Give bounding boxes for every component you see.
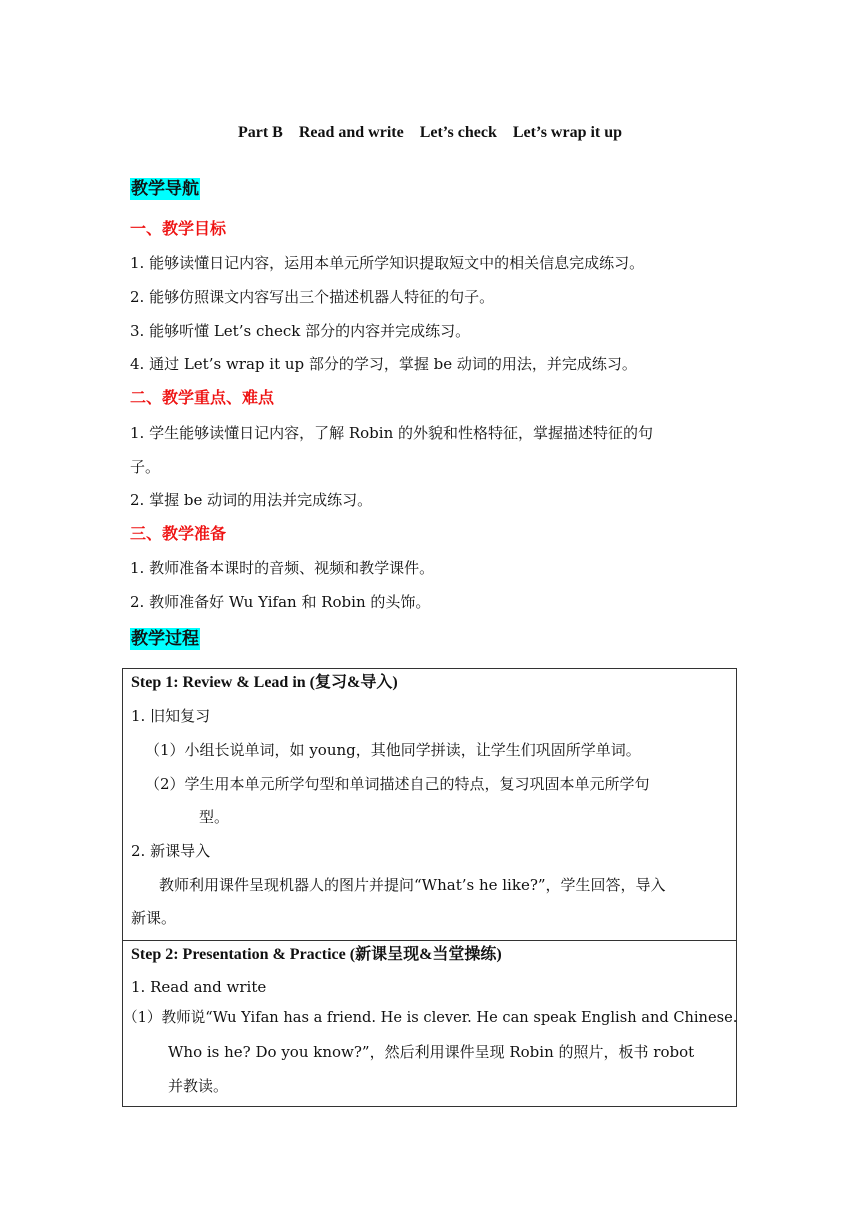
objective-item-2: 2. 能够仿照课文内容写出三个描述机器人特征的句子。	[130, 288, 495, 306]
step-2-sub-1-a-line-1: （1）教师说“Wu Yifan has a friend. He is clever. He can speak English and Chinese.	[123, 1009, 738, 1026]
step-2-sub-1-a-line-2: Who is he? Do you know?”，然后利用课件呈现 Robin 的照片，板书 robot	[168, 1043, 695, 1061]
key-point-1-line-1: 1. 学生能够读懂日记内容，了解 Robin 的外貌和性格特征，掌握描述特征的句	[130, 424, 654, 442]
step-1-sub-1-a: （1）小组长说单词，如 young，其他同学拼读，让学生们巩固所学单词。	[145, 741, 641, 759]
step-2-sub-1: 1. Read and write	[131, 978, 267, 996]
key-point-1-line-2: 子。	[130, 458, 161, 476]
step-2-box	[122, 940, 737, 1107]
process-heading: 教学过程	[131, 629, 199, 649]
step-1-sub-1-b-line-2: 型。	[199, 808, 230, 826]
step-1-sub-2-line-1: 教师利用课件呈现机器人的图片并提问“What’s he like?”，学生回答，导入	[159, 876, 666, 894]
preparation-heading: 三、教学准备	[130, 524, 227, 543]
preparation-item-2: 2. 教师准备好 Wu Yifan 和 Robin 的头饰。	[130, 593, 431, 611]
step-2-heading: Step 2: Presentation & Practice (新课呈现&当堂操练)	[131, 946, 502, 963]
objective-item-1: 1. 能够读懂日记内容，运用本单元所学知识提取短文中的相关信息完成练习。	[130, 254, 645, 272]
objective-item-3: 3. 能够听懂 Let’s check 部分的内容并完成练习。	[130, 322, 471, 340]
preparation-item-1: 1. 教师准备本课时的音频、视频和教学课件。	[130, 559, 435, 577]
objectives-heading: 一、教学目标	[130, 219, 227, 238]
step-2-sub-1-a-line-3: 并教读。	[168, 1077, 229, 1095]
step-1-sub-1: 1. 旧知复习	[131, 707, 211, 725]
lesson-title: Part B Read and write Let’s check Let’s wrap it up	[237, 124, 623, 141]
key-point-2: 2. 掌握 be 动词的用法并完成练习。	[130, 491, 373, 509]
key-points-heading: 二、教学重点、难点	[130, 388, 275, 407]
step-1-heading: Step 1: Review & Lead in (复习&导入)	[131, 674, 398, 691]
step-1-sub-2-line-2: 新课。	[131, 909, 177, 927]
step-1-sub-1-b-line-1: （2）学生用本单元所学句型和单词描述自己的特点，复习巩固本单元所学句	[145, 775, 650, 793]
step-1-box	[122, 668, 737, 941]
objective-item-4: 4. 通过 Let’s wrap it up 部分的学习，掌握 be 动词的用法，并完成练习。	[130, 355, 637, 373]
step-1-sub-2: 2. 新课导入	[131, 842, 211, 860]
nav-heading: 教学导航	[131, 179, 199, 199]
